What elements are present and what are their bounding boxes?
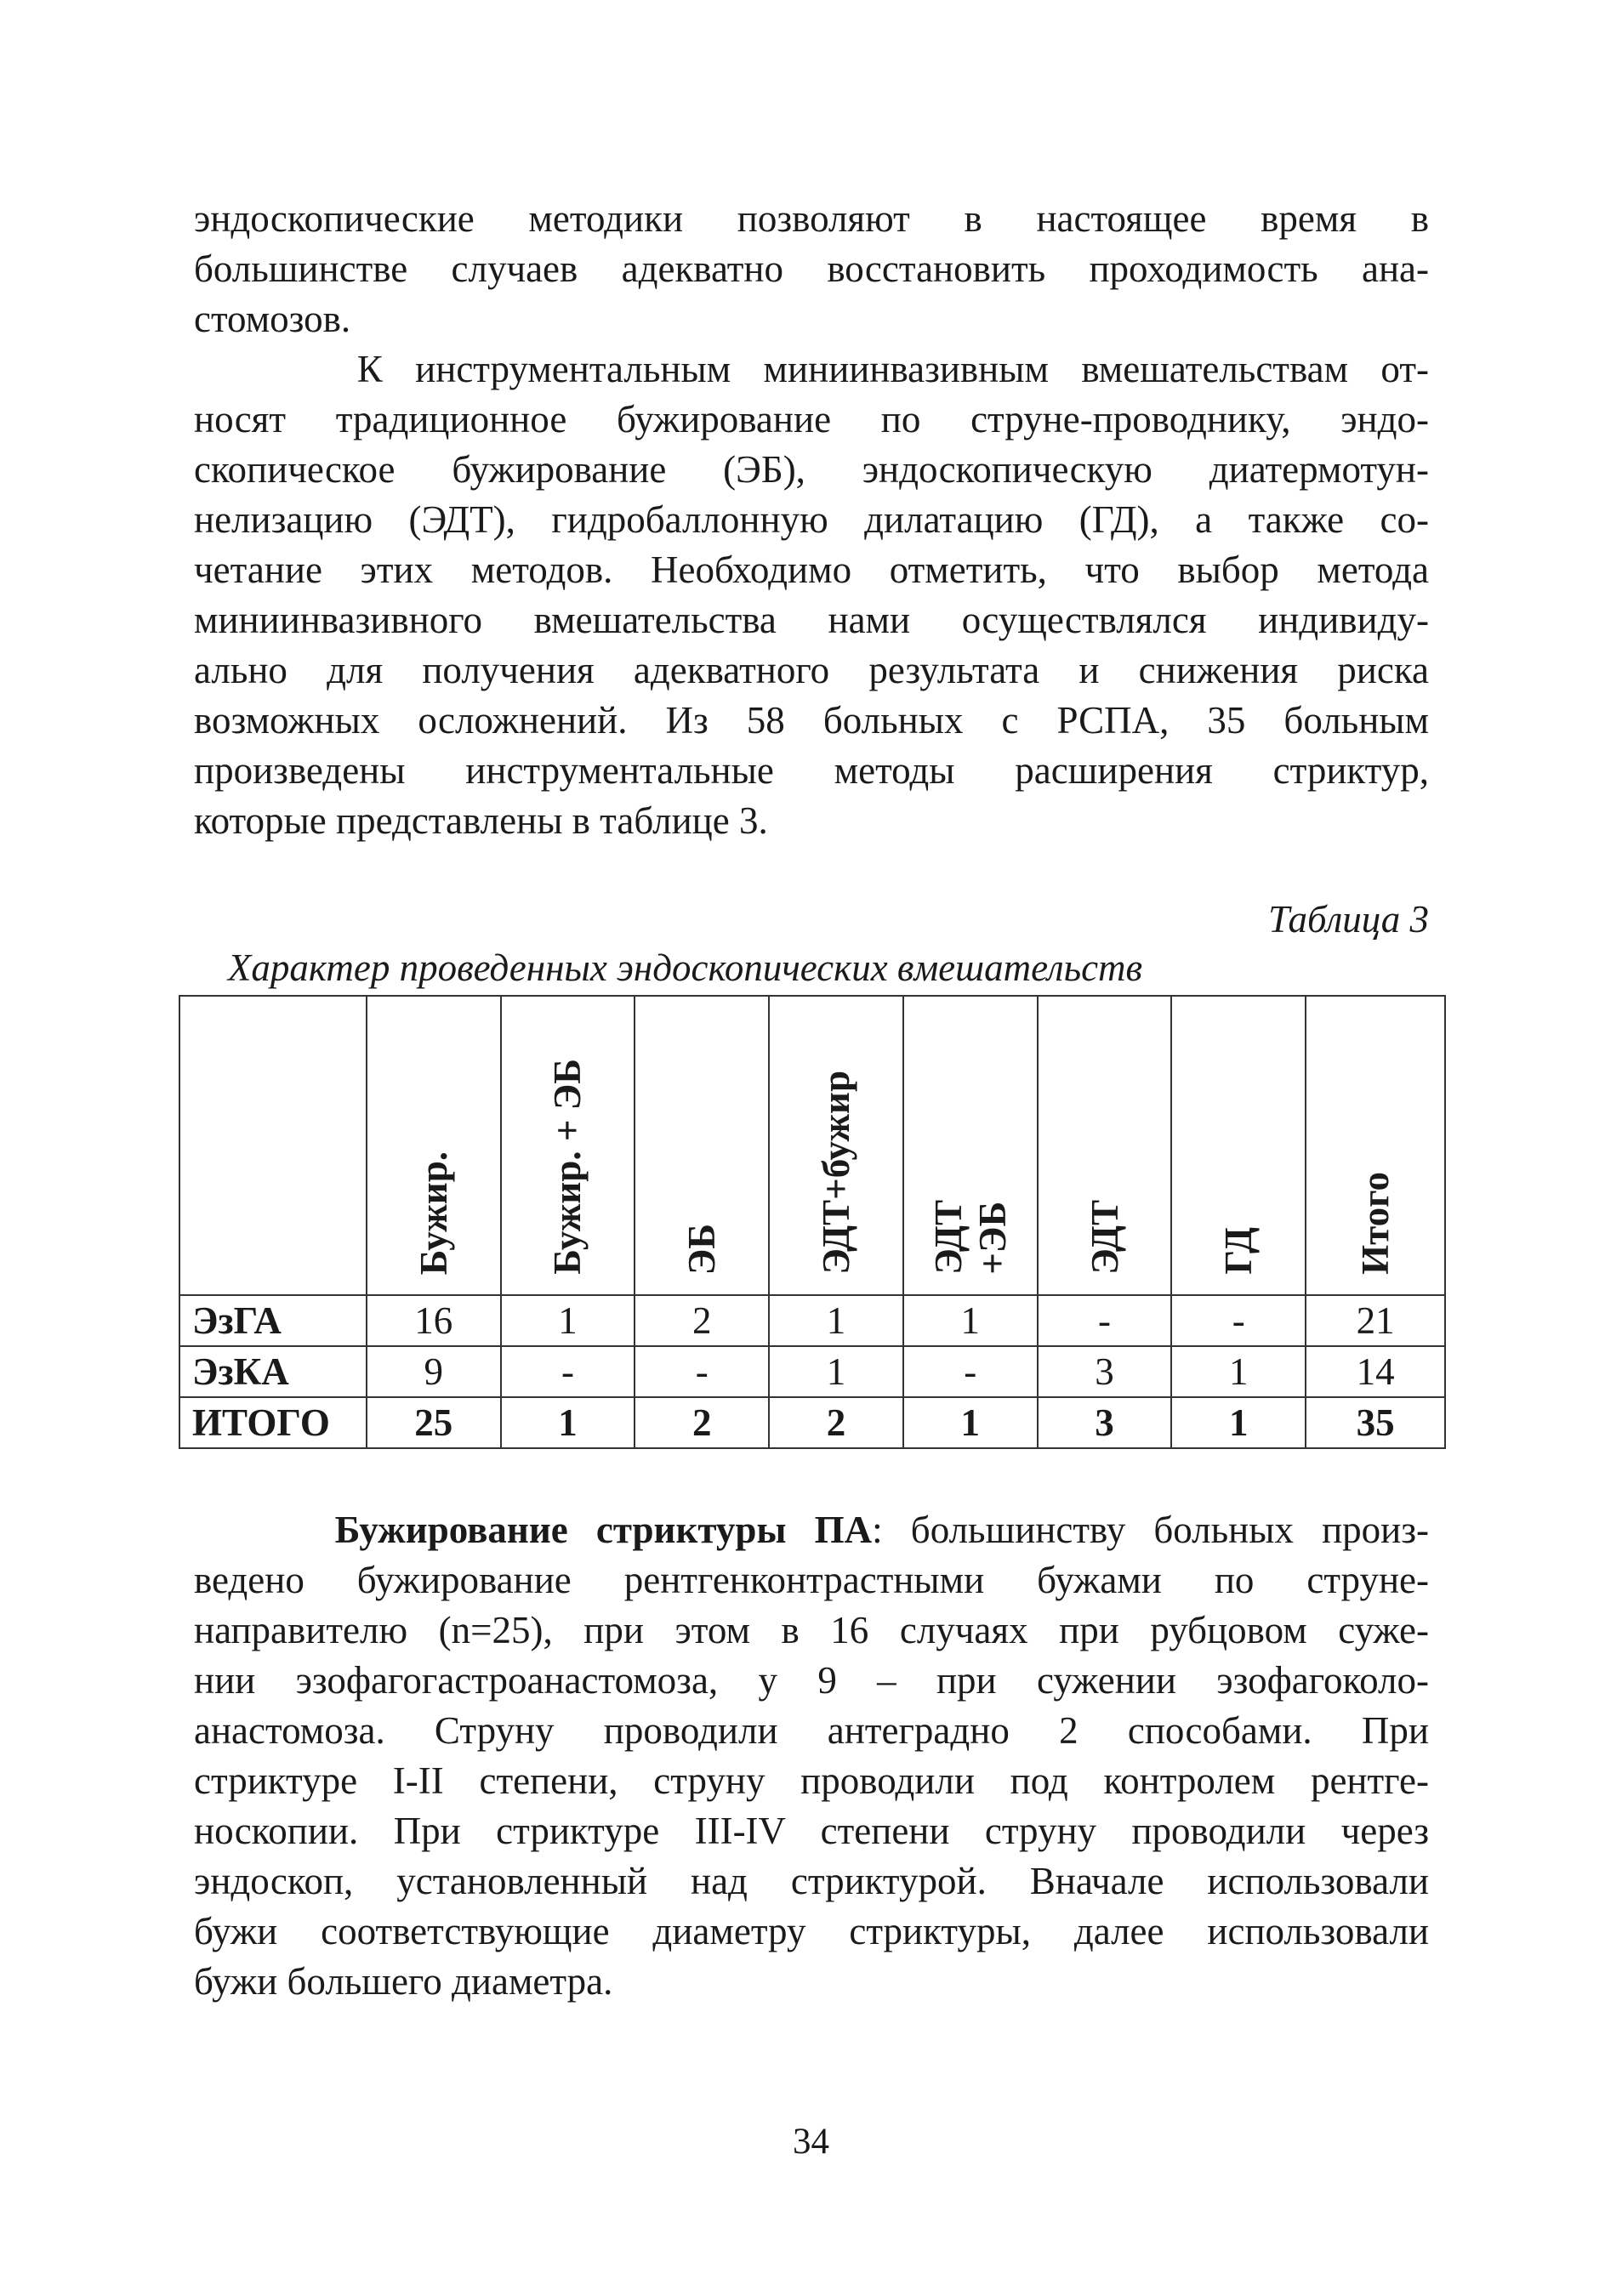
column-header: Итого	[1306, 996, 1445, 1295]
text-line: стомозов.	[194, 298, 351, 340]
interventions-table	[179, 995, 1446, 1449]
row-label: ЭзКА	[179, 1346, 367, 1397]
table-cell: -	[903, 1346, 1038, 1397]
corner-cell	[179, 996, 367, 1295]
column-header: ЭБ	[635, 996, 769, 1295]
text-line: большинстве случаев адекватно восстановить проходимость ана-	[194, 247, 1429, 290]
column-header: ЭДТ+бужир	[769, 996, 903, 1295]
page-number: 34	[793, 2122, 829, 2162]
text-line: нелизацию (ЭДТ), гидробаллонную дилатацию (ГД), а также со-	[194, 498, 1429, 541]
text-line: скопическое бужирование (ЭБ), эндоскопическую диатермотун-	[194, 448, 1429, 491]
paragraph-intro	[194, 194, 1429, 344]
text-line: К инструментальным миниинвазивным вмешательствам от-	[194, 348, 1429, 390]
table-row	[179, 1346, 1445, 1397]
text-line: ведено бужирование рентгенконтрастными бужами по струне-	[194, 1559, 1429, 1601]
table-cell: 1	[1171, 1397, 1306, 1448]
table-cell: -	[635, 1346, 769, 1397]
table-cell: 9	[367, 1346, 501, 1397]
paragraph-methods	[194, 344, 1429, 846]
table-cell: 35	[1306, 1397, 1445, 1448]
paragraph-bougienage	[194, 1505, 1429, 2007]
bold-lead: Бужирование стриктуры ПА	[334, 1509, 873, 1551]
column-header: ГД	[1171, 996, 1306, 1295]
table-cell: 2	[635, 1295, 769, 1346]
table-cell: -	[501, 1346, 635, 1397]
table-cell: 2	[769, 1397, 903, 1448]
table-row	[179, 1295, 1445, 1346]
table-cell: 1	[769, 1295, 903, 1346]
text-line: носкопии. При стриктуре III-IV степени струну проводили через	[194, 1810, 1429, 1852]
table-cell: 16	[367, 1295, 501, 1346]
row-label: ЭзГА	[179, 1295, 367, 1346]
text-line: ально для получения адекватного результата и снижения риска	[194, 649, 1429, 691]
table-cell: 1	[1171, 1346, 1306, 1397]
text-line: анастомоза. Струну проводили антеградно 2 способами. При	[194, 1709, 1429, 1752]
table-cell: 1	[903, 1397, 1038, 1448]
table-cell: 1	[769, 1346, 903, 1397]
table-cell: 14	[1306, 1346, 1445, 1397]
text-line: бужи большего диаметра.	[194, 1960, 613, 2003]
table-cell: 2	[635, 1397, 769, 1448]
table-cell: 1	[501, 1295, 635, 1346]
text-line: эндоскопические методики позволяют в настоящее время в	[194, 197, 1429, 240]
column-header: ЭДТ +ЭБ	[903, 996, 1038, 1295]
text-line: произведены инструментальные методы расширения стриктур,	[194, 749, 1429, 792]
table-title: Характер проведенных эндоскопических вмешательств	[227, 946, 1143, 989]
table-number: Таблица 3	[1268, 898, 1429, 941]
text-line: четание этих методов. Необходимо отметить, что выбор метода	[194, 548, 1429, 591]
table-cell: 3	[1038, 1397, 1172, 1448]
text-line: миниинвазивного вмешательства нами осуществлялся индивиду-	[194, 599, 1429, 641]
table-cell: 3	[1038, 1346, 1172, 1397]
table-total-row	[179, 1397, 1445, 1448]
column-header: Бужир.	[367, 996, 501, 1295]
text-line: возможных осложнений. Из 58 больных с РСПА, 35 больным	[194, 699, 1429, 742]
table-header-row	[179, 996, 1445, 1295]
table-cell: 25	[367, 1397, 501, 1448]
text-line: нии эзофагогастроанастомоза, у 9 – при сужении эзофагоколо-	[194, 1659, 1429, 1702]
table-cell: -	[1171, 1295, 1306, 1346]
text-line: которые представлены в таблице 3.	[194, 799, 768, 842]
text-line: направителю (n=25), при этом в 16 случаях при рубцовом суже-	[194, 1609, 1429, 1651]
table-title-wrap	[0, 946, 1622, 990]
table-cell: -	[1038, 1295, 1172, 1346]
table-cell: 1	[903, 1295, 1038, 1346]
table-cell: 21	[1306, 1295, 1445, 1346]
column-header: ЭДТ	[1038, 996, 1172, 1295]
text-line: эндоскоп, установленный над стриктурой. Вначале использовали	[194, 1860, 1429, 1902]
table-cell: 1	[501, 1397, 635, 1448]
row-label: ИТОГО	[179, 1397, 367, 1448]
text-line: стриктуре I-II степени, струну проводили под контролем рентге-	[194, 1759, 1429, 1802]
column-header: Бужир. + ЭБ	[501, 996, 635, 1295]
text-line: носят традиционное бужирование по струне-проводнику, эндо-	[194, 398, 1429, 440]
text-line	[194, 1505, 1429, 1555]
lead-rest: : большинству больных произ-	[872, 1509, 1430, 1551]
text-line: бужи соответствующие диаметру стриктуры, далее использовали	[194, 1910, 1429, 1952]
